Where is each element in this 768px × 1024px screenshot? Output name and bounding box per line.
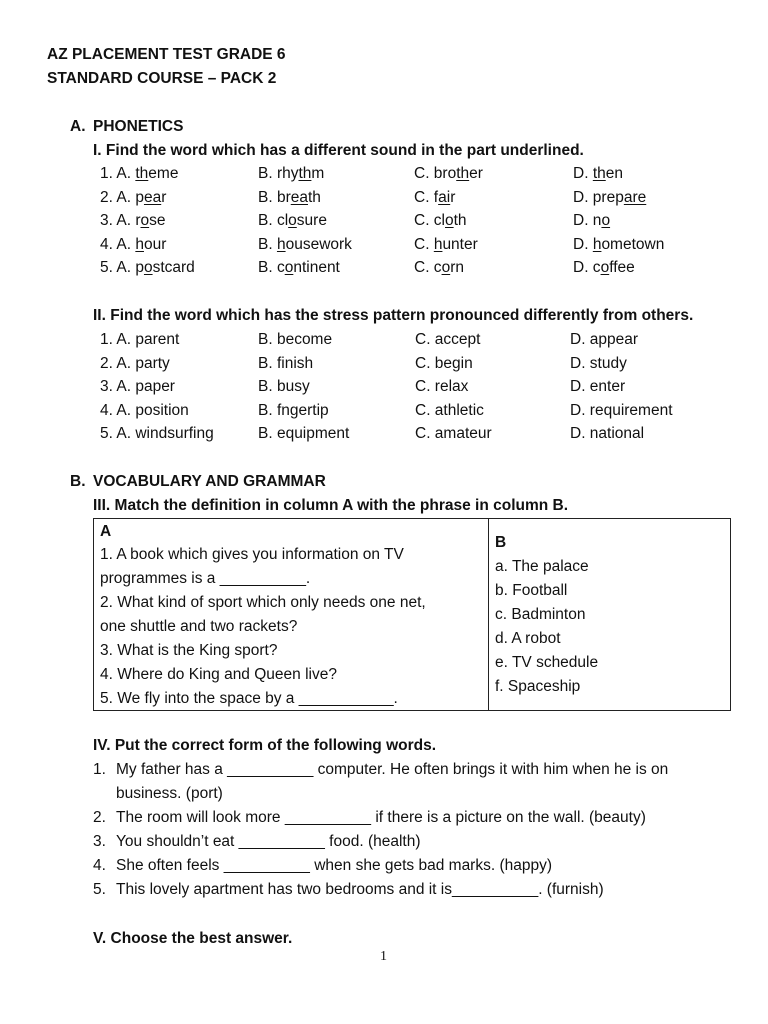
- question-row: [0, 356, 768, 378]
- table-divider: [488, 519, 489, 710]
- text-segment: m: [311, 165, 325, 182]
- definition-line: 5. We fly into the space by a ___________.: [100, 690, 398, 707]
- item-text: The room will look more __________ if there is a picture on the wall. (beauty): [116, 809, 646, 826]
- text-segment: B. c: [258, 259, 285, 277]
- option-c: C. relax: [415, 378, 469, 396]
- text-segment: B. br: [258, 188, 291, 206]
- option-c: [414, 260, 464, 276]
- phrase-option: b. Football: [495, 582, 568, 599]
- text-segment: C. f: [414, 188, 439, 206]
- underlined-segment: o: [284, 259, 294, 277]
- option-c: C. athletic: [415, 401, 484, 419]
- underlined-segment: th: [592, 165, 606, 182]
- text-segment: 3. A. r: [100, 212, 141, 230]
- item-text: You shouldn’t eat __________ food. (health): [116, 833, 421, 850]
- text-segment: D. n: [573, 212, 602, 230]
- option-d: [573, 237, 664, 253]
- definition-line: 2. What kind of sport which only needs one net,: [100, 594, 426, 611]
- matching-table: [93, 518, 731, 711]
- text-segment: ffee: [609, 259, 635, 277]
- text-segment: B. cl: [258, 212, 289, 230]
- question-row: [0, 213, 768, 235]
- option-d: [573, 190, 646, 206]
- part4-instruction: IV. Put the correct form of the following words.: [93, 737, 437, 754]
- text-segment: rn: [450, 259, 464, 277]
- text-segment: ntinent: [293, 259, 340, 277]
- text-segment: er: [469, 165, 483, 182]
- column-b-header: B: [495, 534, 507, 551]
- underlined-segment: are: [623, 188, 647, 206]
- option-b: [258, 190, 321, 206]
- question-row: [0, 190, 768, 212]
- underlined-segment: o: [601, 212, 611, 230]
- list-item: [0, 834, 768, 856]
- option-b: [258, 237, 352, 253]
- text-segment: C.: [414, 235, 434, 253]
- item-number: 3.: [93, 833, 106, 850]
- phrase-option: a. The palace: [495, 558, 589, 575]
- section-a-letter: A.: [70, 118, 86, 135]
- page-number: 1: [380, 949, 387, 964]
- underlined-segment: h: [276, 235, 286, 253]
- underlined-segment: th: [298, 165, 312, 182]
- definition-line: programmes is a __________.: [100, 570, 311, 587]
- option-a: 4. A. position: [100, 401, 189, 419]
- text-segment: th: [307, 188, 321, 206]
- text-segment: D.: [573, 235, 593, 253]
- text-segment: eme: [148, 165, 179, 182]
- item-number: 1.: [93, 761, 106, 778]
- list-item: [0, 786, 768, 808]
- item-text: This lovely apartment has two bedrooms and it is__________. (furnish): [116, 881, 604, 898]
- underlined-segment: h: [135, 235, 144, 253]
- definition-line: 4. Where do King and Queen live?: [100, 666, 337, 683]
- option-c: [414, 237, 478, 253]
- option-b: B. fngertip: [258, 401, 329, 419]
- option-a: [100, 213, 166, 229]
- underlined-segment: ai: [438, 188, 451, 206]
- option-d: D. national: [570, 425, 645, 443]
- part2-instruction: II. Find the word which has the stress pattern pronounced differently from others.: [93, 307, 694, 324]
- phrase-option: f. Spaceship: [495, 678, 581, 695]
- option-d: [573, 260, 635, 276]
- question-row: [0, 237, 768, 259]
- item-number: 4.: [93, 857, 106, 874]
- underlined-segment: o: [143, 259, 153, 277]
- definition-line: 3. What is the King sport?: [100, 642, 278, 659]
- text-segment: unter: [442, 235, 478, 253]
- text-segment: stcard: [152, 259, 195, 277]
- text-segment: B. rhy: [258, 165, 299, 182]
- option-b: [258, 166, 324, 182]
- text-segment: D. c: [573, 259, 601, 277]
- part1-instruction: I. Find the word which has a different sound in the part underlined.: [93, 142, 584, 159]
- option-d: D. study: [570, 354, 627, 372]
- option-c: C. begin: [415, 354, 473, 372]
- option-a: [100, 237, 166, 253]
- option-c: C. accept: [415, 331, 481, 348]
- text-segment: B.: [258, 235, 277, 253]
- part5-instruction: V. Choose the best answer.: [93, 930, 293, 947]
- document-subtitle: STANDARD COURSE – PACK 2: [47, 70, 277, 87]
- underlined-segment: ea: [143, 188, 162, 206]
- option-a: 1. A. parent: [100, 331, 180, 348]
- option-b: B. finish: [258, 354, 314, 372]
- definition-line: 1. A book which gives you information on TV: [100, 546, 404, 563]
- underlined-segment: ea: [290, 188, 308, 206]
- text-segment: ousework: [285, 235, 352, 253]
- text-segment: th: [453, 212, 467, 230]
- option-c: [414, 166, 483, 182]
- text-segment: 4. A.: [100, 235, 136, 253]
- list-item: [0, 810, 768, 832]
- option-d: D. enter: [570, 378, 626, 396]
- option-a: 2. A. party: [100, 354, 170, 372]
- option-d: D. requirement: [570, 401, 673, 419]
- underlined-segment: h: [433, 235, 443, 253]
- list-item: [0, 858, 768, 880]
- text-segment: 2. A. p: [100, 188, 144, 206]
- question-row: [0, 403, 768, 425]
- item-text: business. (port): [116, 785, 223, 802]
- text-segment: sure: [296, 212, 327, 230]
- option-b: B. become: [258, 331, 333, 348]
- text-segment: C. bro: [414, 165, 457, 182]
- underlined-segment: o: [288, 212, 297, 230]
- question-row: [0, 426, 768, 448]
- item-number: 2.: [93, 809, 106, 826]
- option-b: [258, 213, 327, 229]
- option-a: 5. A. windsurfing: [100, 425, 214, 443]
- column-a-header: A: [100, 523, 112, 540]
- section-a-heading: PHONETICS: [93, 118, 184, 135]
- phrase-option: c. Badminton: [495, 606, 586, 623]
- option-c: [414, 190, 455, 206]
- option-b: B. busy: [258, 378, 310, 396]
- document-title: AZ PLACEMENT TEST GRADE 6: [47, 46, 286, 63]
- question-row: [0, 260, 768, 282]
- definition-line: one shuttle and two rackets?: [100, 618, 298, 635]
- question-row: [0, 332, 768, 354]
- option-d: D. appear: [570, 331, 639, 348]
- item-text: My father has a __________ computer. He often brings it with him when he is on: [116, 761, 669, 778]
- underlined-segment: h: [592, 235, 602, 253]
- item-text: She often feels __________ when she gets bad marks. (happy): [116, 857, 553, 874]
- underlined-segment: th: [456, 165, 470, 182]
- text-segment: r: [161, 188, 167, 206]
- underlined-segment: o: [140, 212, 150, 230]
- text-segment: C. c: [414, 259, 442, 277]
- text-segment: our: [143, 235, 167, 253]
- phrase-option: d. A robot: [495, 630, 561, 647]
- text-segment: r: [450, 188, 456, 206]
- option-d: [573, 166, 623, 182]
- text-segment: D. prep: [573, 188, 624, 206]
- option-a: 3. A. paper: [100, 378, 175, 396]
- option-a: [100, 190, 166, 206]
- option-a: [100, 260, 195, 276]
- question-row: [0, 166, 768, 188]
- text-segment: 1. A.: [100, 165, 136, 182]
- text-segment: ometown: [601, 235, 665, 253]
- section-b-letter: B.: [70, 473, 86, 490]
- text-segment: en: [605, 165, 623, 182]
- option-b: B. equipment: [258, 425, 350, 443]
- option-c: [414, 213, 467, 229]
- option-c: C. amateur: [415, 425, 492, 443]
- option-a: [100, 166, 178, 182]
- phrase-option: e. TV schedule: [495, 654, 599, 671]
- text-segment: C. cl: [414, 212, 445, 230]
- list-item: [0, 762, 768, 784]
- option-d: [573, 213, 610, 229]
- section-b-heading: VOCABULARY AND GRAMMAR: [93, 473, 326, 490]
- item-number: 5.: [93, 881, 106, 898]
- text-segment: 5. A. p: [100, 259, 144, 277]
- text-segment: D.: [573, 165, 593, 182]
- question-row: [0, 379, 768, 401]
- underlined-segment: o: [600, 259, 610, 277]
- option-b: [258, 260, 340, 276]
- underlined-segment: o: [445, 212, 454, 230]
- list-item: [0, 882, 768, 904]
- text-segment: se: [149, 212, 166, 230]
- underlined-segment: o: [441, 259, 451, 277]
- underlined-segment: th: [135, 165, 149, 182]
- part3-instruction: III. Match the definition in column A with the phrase in column B.: [93, 497, 569, 514]
